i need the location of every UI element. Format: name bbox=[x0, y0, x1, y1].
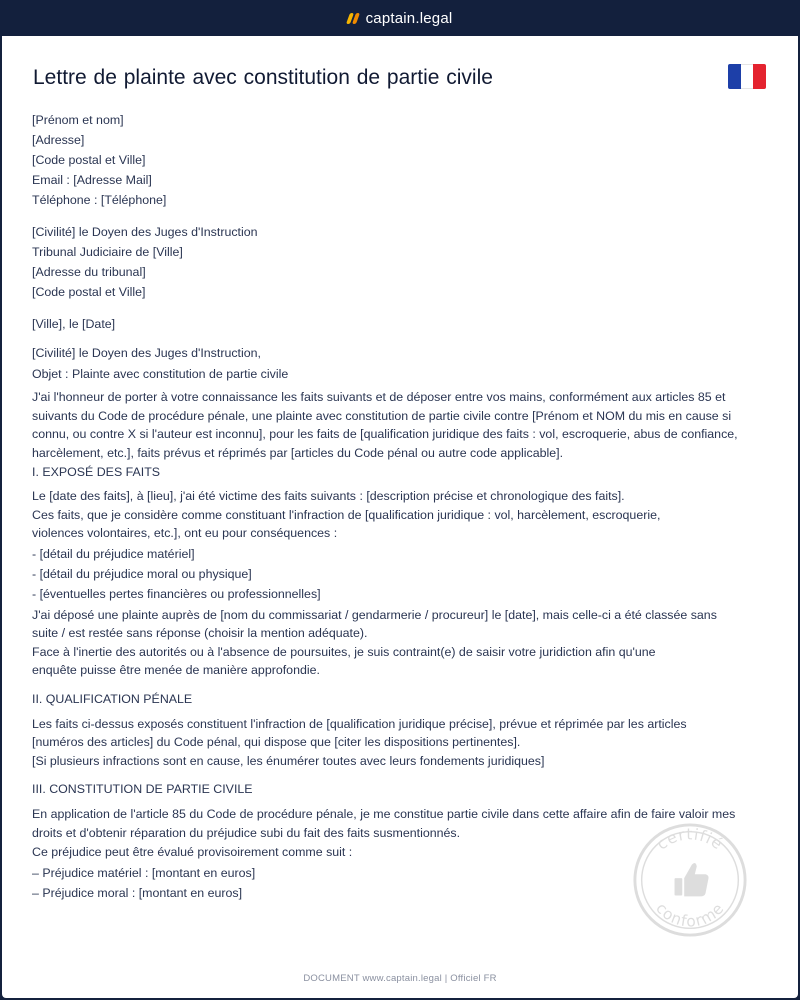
section-heading-qualification: II. QUALIFICATION PÉNALE bbox=[32, 691, 193, 706]
place-date: [Ville], le [Date] bbox=[32, 317, 116, 331]
recipient-block bbox=[32, 222, 740, 302]
svg-text:certifié: certifié bbox=[653, 825, 727, 854]
sender-line: Téléphone : [Téléphone] bbox=[32, 193, 167, 207]
faits-paragraph-1: Le [date des faits], à [lieu], j'ai été victime des faits suivants : [description précise et chronologique des faits]. bbox=[32, 489, 625, 503]
document-title: Lettre de plainte avec constitution de partie civile bbox=[33, 66, 493, 89]
top-bar bbox=[0, 0, 800, 36]
intro-paragraph: J'ai l'honneur de porter à votre connaissance les faits suivants et de déposer entre vos mains, conformément aux articles 85 et suivants du Code de procédure pénale, une plainte avec constitution de partie civile contre [Prénom et NOM du mis en cause si connu, ou contre X si l'auteur est inconnu], pour les faits de [qualification juridique des faits : vol, escroquerie, abus de confiance, harcèlement, etc.], faits prévus et réprimés par [articles du Code pénal ou autre code applicable]. bbox=[32, 390, 738, 460]
partie-civile-paragraph-1: En application de l'article 85 du Code de procédure pénale, je me constitue partie civile dans cette affaire afin de faire valoir mes droits et d'obtenir réparation du préjudice subi du fait des faits susmentionnés. bbox=[32, 807, 736, 840]
list-item: – Préjudice matériel : [montant en euros] bbox=[32, 866, 256, 880]
french-flag-icon bbox=[728, 64, 766, 89]
sender-line: [Code postal et Ville] bbox=[32, 153, 146, 167]
subject-line: Objet : Plainte avec constitution de partie civile bbox=[32, 367, 289, 381]
partie-civile-paragraph-2: Ce préjudice peut être évalué provisoirement comme suit : bbox=[32, 845, 353, 859]
letter-body bbox=[32, 110, 740, 903]
svg-text:conforme: conforme bbox=[652, 899, 728, 931]
list-item: - [éventuelles pertes financières ou professionnelles] bbox=[32, 586, 321, 601]
brand-name: captain.legal bbox=[365, 9, 453, 27]
captain-legal-logo-icon bbox=[346, 13, 360, 24]
section-heading-faits: I. EXPOSÉ DES FAITS bbox=[32, 465, 161, 479]
list-item: – Préjudice moral : [montant en euros] bbox=[32, 886, 243, 900]
sender-block bbox=[32, 110, 740, 210]
faits-paragraph-3: J'ai déposé une plainte auprès de [nom du commissariat / gendarmerie / procureur] le [date], mais celle-ci a été classée sans suite / est restée sans réponse (choisir la mention adéquate). bbox=[32, 607, 717, 640]
sender-line: [Prénom et nom] bbox=[32, 113, 124, 127]
faits-paragraph-2: Ces faits, que je considère comme constituant l'infraction de [qualification juridique : vol, harcèlement, escroquerie, violences volontaires, etc.], ont eu pour conséquences : bbox=[32, 507, 661, 540]
thumbs-up-icon bbox=[675, 863, 709, 896]
section-heading-partie-civile: III. CONSTITUTION DE PARTIE CIVILE bbox=[32, 782, 253, 796]
sender-line: [Adresse] bbox=[32, 133, 85, 147]
document-page bbox=[2, 36, 798, 998]
recipient-line: [Civilité] le Doyen des Juges d'Instruction bbox=[32, 225, 258, 239]
recipient-line: Tribunal Judiciaire de [Ville] bbox=[32, 245, 183, 259]
sender-line: Email : [Adresse Mail] bbox=[32, 173, 152, 187]
list-item: - [détail du préjudice matériel] bbox=[32, 546, 195, 561]
list-item: - [détail du préjudice moral ou physique] bbox=[32, 566, 252, 581]
certified-stamp-icon bbox=[632, 822, 748, 938]
salutation: [Civilité] le Doyen des Juges d'Instruction, bbox=[32, 346, 261, 360]
qualification-paragraph-2: [Si plusieurs infractions sont en cause, les énumérer toutes avec leurs fondements juridiques] bbox=[32, 753, 545, 768]
qualification-paragraph-1: Les faits ci-dessus exposés constituent l'infraction de [qualification juridique précise], prévue et réprimée par les articles [numéros des articles] du Code pénal, qui dispose que [citer les dispositions pertinentes]. bbox=[32, 716, 687, 749]
document-footer: DOCUMENT www.captain.legal | Officiel FR bbox=[303, 973, 497, 984]
recipient-line: [Code postal et Ville] bbox=[32, 285, 146, 299]
recipient-line: [Adresse du tribunal] bbox=[32, 265, 146, 279]
faits-paragraph-4: Face à l'inertie des autorités ou à l'absence de poursuites, je suis contraint(e) de saisir votre juridiction afin qu'une enquête puisse être menée de manière approfondie. bbox=[32, 644, 656, 677]
